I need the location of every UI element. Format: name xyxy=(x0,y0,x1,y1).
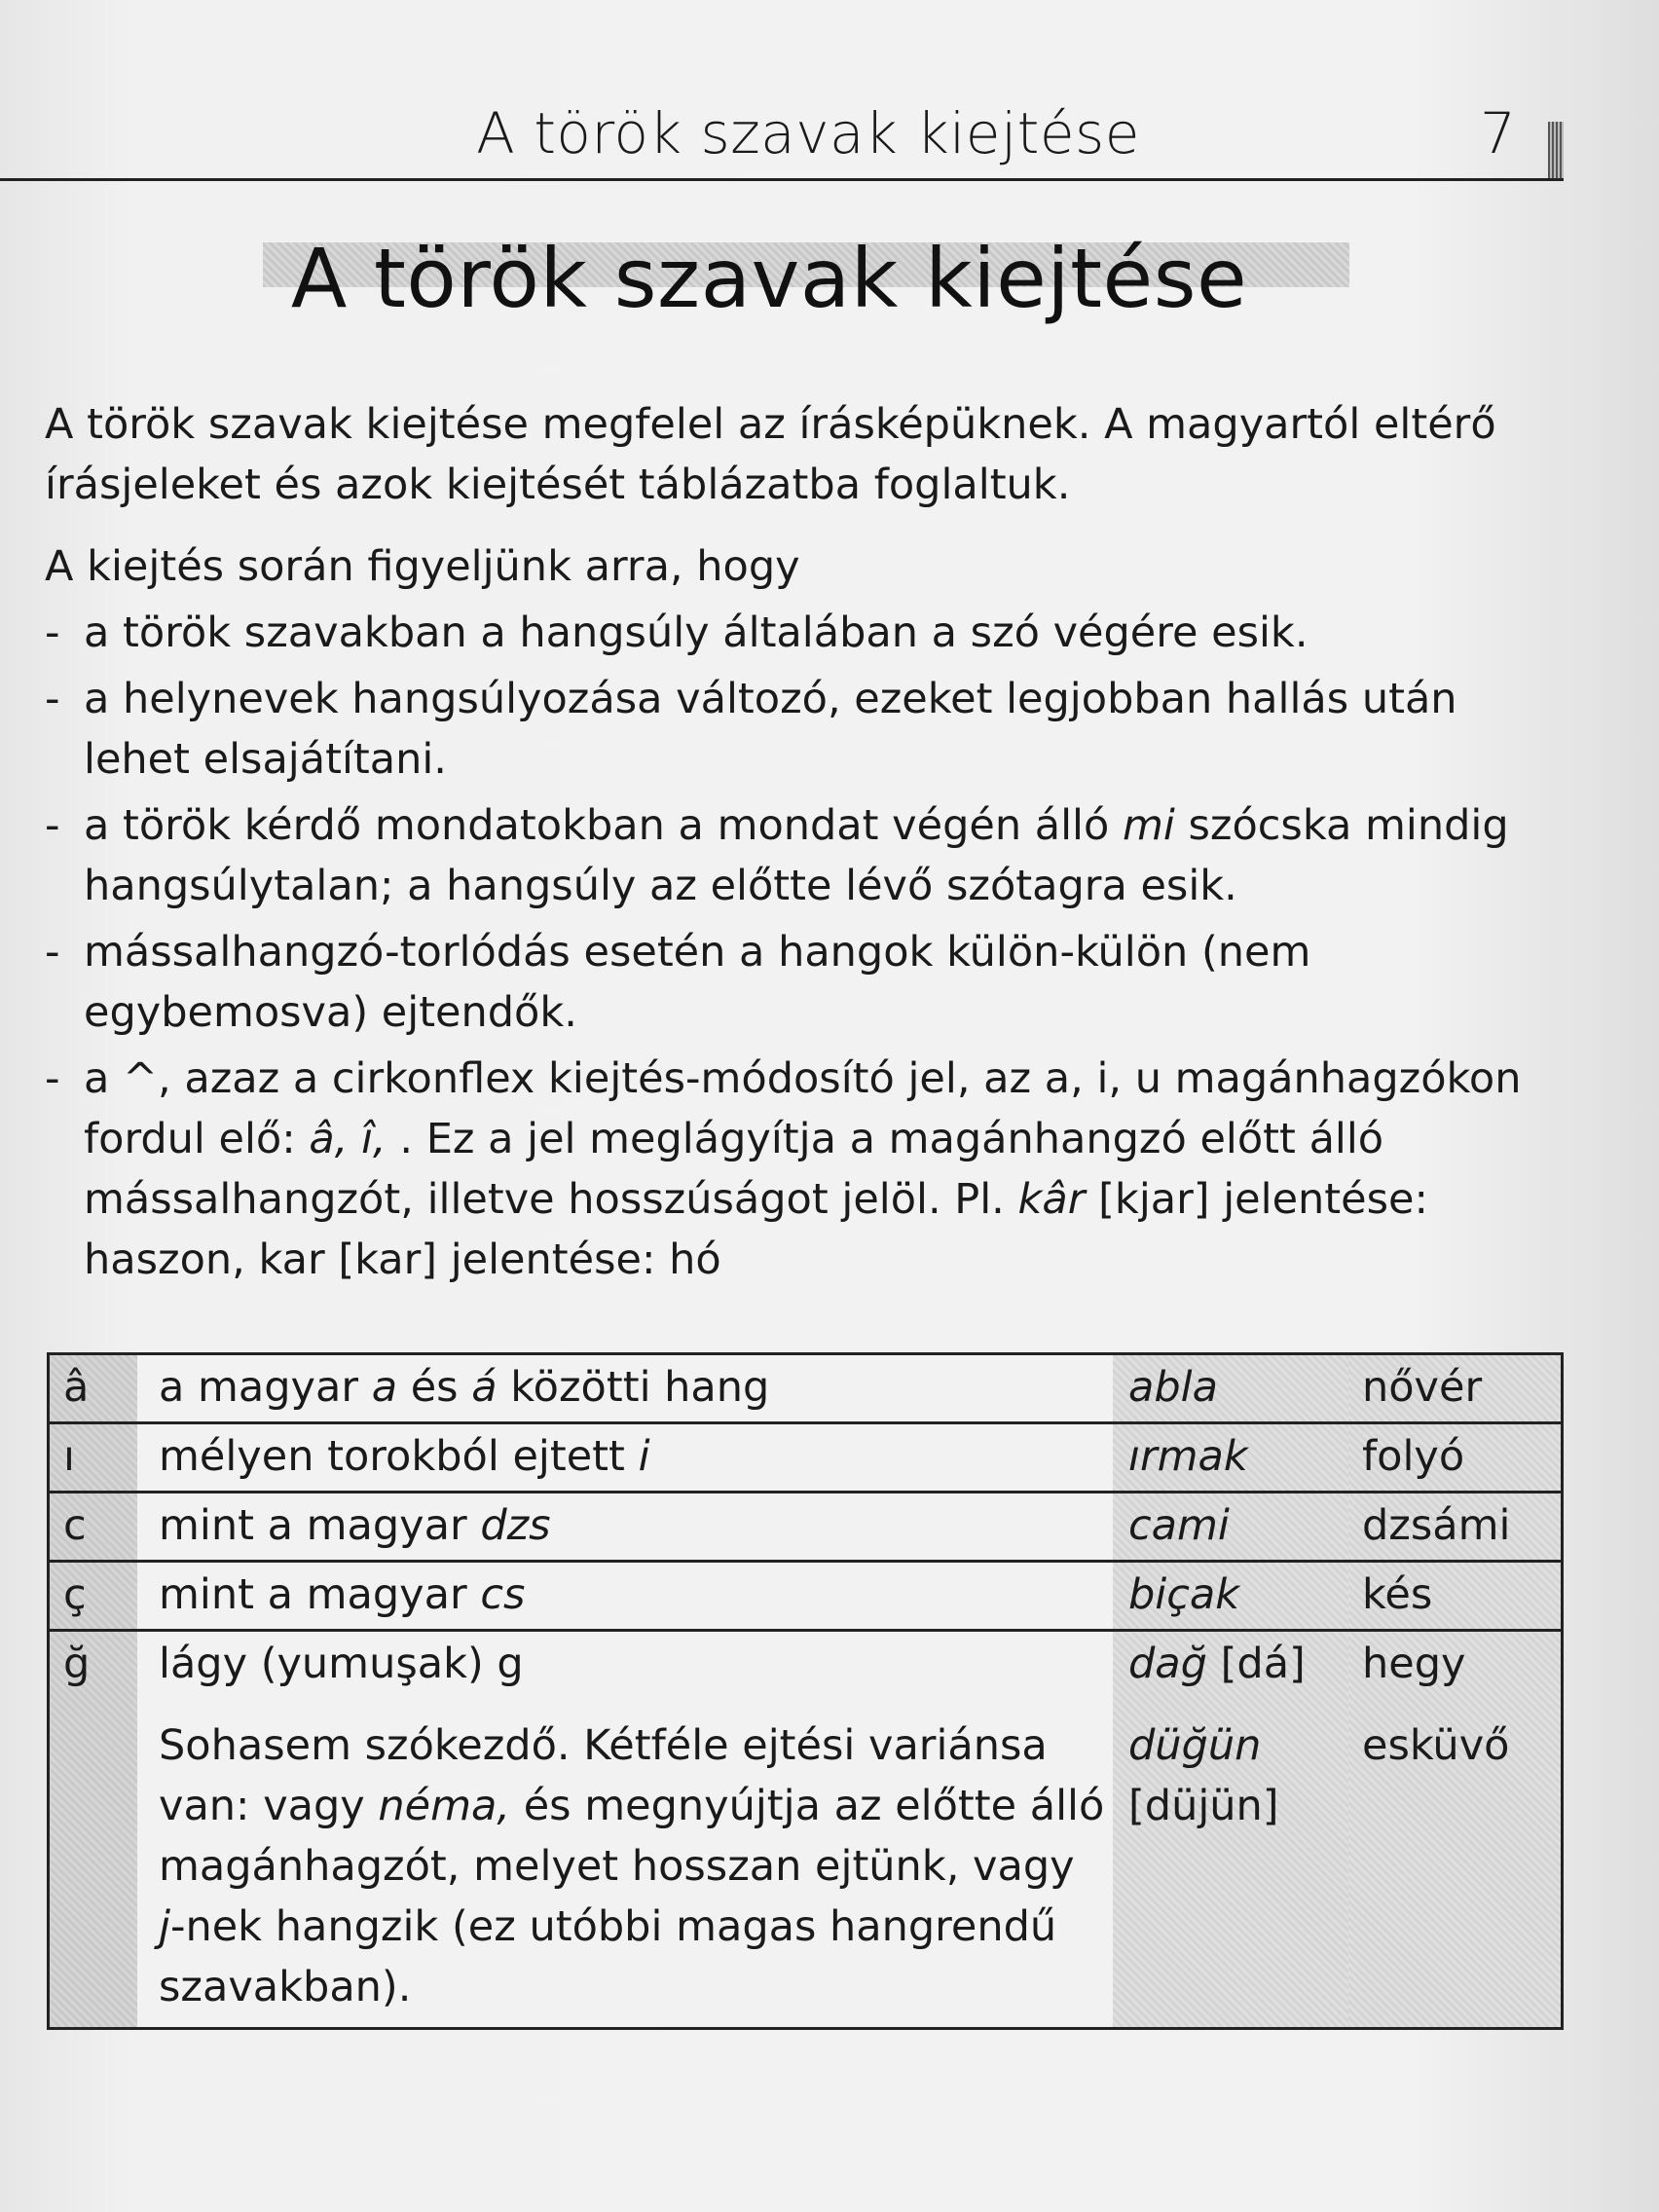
rule-text: mássalhangzó-torlódás esetén a hangok külön-külön (nem egybemosva) ejtendők. xyxy=(84,928,1311,1037)
running-title: A török szavak kiejtése xyxy=(476,100,1140,166)
table-description xyxy=(137,1631,1113,2029)
chapter-heading xyxy=(263,231,1353,326)
intro-paragraph: A török szavak kiejtése megfelel az írásképüknek. A magyartól eltérő írásjeleket és azok kiejtését táblázatba foglaltuk. xyxy=(45,400,1496,509)
table-letter: c xyxy=(49,1493,138,1562)
table-meaning: dzsámi xyxy=(1348,1493,1563,1562)
rules-list xyxy=(45,603,1564,1290)
table-row xyxy=(49,1423,1563,1493)
table-meaning: kés xyxy=(1348,1562,1563,1631)
table-meaning: folyó xyxy=(1348,1423,1563,1493)
rule-italic-word: kâr xyxy=(1017,1175,1086,1224)
rule-item xyxy=(45,922,1564,1043)
table-example: abla xyxy=(1113,1354,1348,1423)
rules-intro: A kiejtés során figyeljünk arra, hogy xyxy=(45,542,800,591)
rule-text: a ^, azaz a cirkonflex kiejtés-módosító jel, az a, i, u magánhagzókon fordul elő: xyxy=(84,1054,1522,1163)
meaning-word: hegy xyxy=(1362,1640,1466,1688)
table-meaning: nővér xyxy=(1348,1354,1563,1423)
rule-item xyxy=(45,1049,1564,1290)
header-rule xyxy=(0,178,1564,181)
rule-italic-letters: â, î, xyxy=(309,1115,387,1163)
table-row xyxy=(49,1354,1563,1423)
table-letter: ı xyxy=(49,1423,138,1493)
table-example: cami xyxy=(1113,1493,1348,1562)
rule-text: a török szavakban a hangsúly általában a szó végére esik. xyxy=(84,608,1309,657)
rule-text: . Ez a jel meglágyítja a magánhangzó előtt álló mássalhangzót, illetve hosszúságot jelöl. Pl. xyxy=(84,1115,1384,1224)
table-row xyxy=(49,1493,1563,1562)
meaning-word: esküvő xyxy=(1362,1721,1510,1770)
table-description-line: lágy (yumuşak) g xyxy=(159,1640,524,1688)
chapter-title: A török szavak kiejtése xyxy=(290,231,1248,326)
page-edge-tab xyxy=(1548,122,1564,178)
table-description: mélyen torokból ejtett i xyxy=(137,1423,1113,1493)
example-pronunciation: [dá] xyxy=(1206,1640,1306,1688)
running-header xyxy=(0,92,1562,180)
rule-item xyxy=(45,795,1564,916)
table-example: ırmak xyxy=(1113,1423,1348,1493)
table-example: biçak xyxy=(1113,1562,1348,1631)
table-description: a magyar a és á közötti hang xyxy=(137,1354,1113,1423)
rule-italic-word: mi xyxy=(1122,801,1175,850)
table-row xyxy=(49,1631,1563,2029)
rule-text: [kjar] jelentése: haszon, kar [kar] jelentése: hó xyxy=(84,1175,1428,1284)
rule-item xyxy=(45,669,1564,790)
rule-text: a török kérdő mondatokban a mondat végén álló xyxy=(84,801,1123,850)
example-word: dağ xyxy=(1128,1640,1207,1688)
table-description: mint a magyar dzs xyxy=(137,1493,1113,1562)
example-word: düğün xyxy=(1128,1721,1262,1770)
rule-item xyxy=(45,603,1564,663)
body-text xyxy=(45,394,1564,1296)
page-number: 7 xyxy=(1480,100,1516,166)
table-example xyxy=(1113,1631,1348,2029)
rule-text: szócska mindig hangsúlytalan; a hangsúly az előtte lévő szótagra esik. xyxy=(84,801,1509,910)
rule-text: a helynevek hangsúlyozása változó, ezeket legjobban hallás után lehet elsajátítani. xyxy=(84,675,1457,784)
pronunciation-table xyxy=(47,1352,1564,2030)
example-pronunciation: [düjün] xyxy=(1128,1782,1279,1830)
table-letter: ç xyxy=(49,1562,138,1631)
table-letter: ğ xyxy=(49,1631,138,2029)
table-row xyxy=(49,1562,1563,1631)
table-meaning xyxy=(1348,1631,1563,2029)
table-letter: â xyxy=(49,1354,138,1423)
table-description-note: Sohasem szókezdő. Kétféle ejtési variánsa van: vagy néma, és megnyújtja az előtte álló magánhagzót, melyet hosszan ejtünk, vagy j-nek hangzik (ez utóbbi magas hangrendű szavakban). xyxy=(159,1721,1105,2011)
table-description: mint a magyar cs xyxy=(137,1562,1113,1631)
